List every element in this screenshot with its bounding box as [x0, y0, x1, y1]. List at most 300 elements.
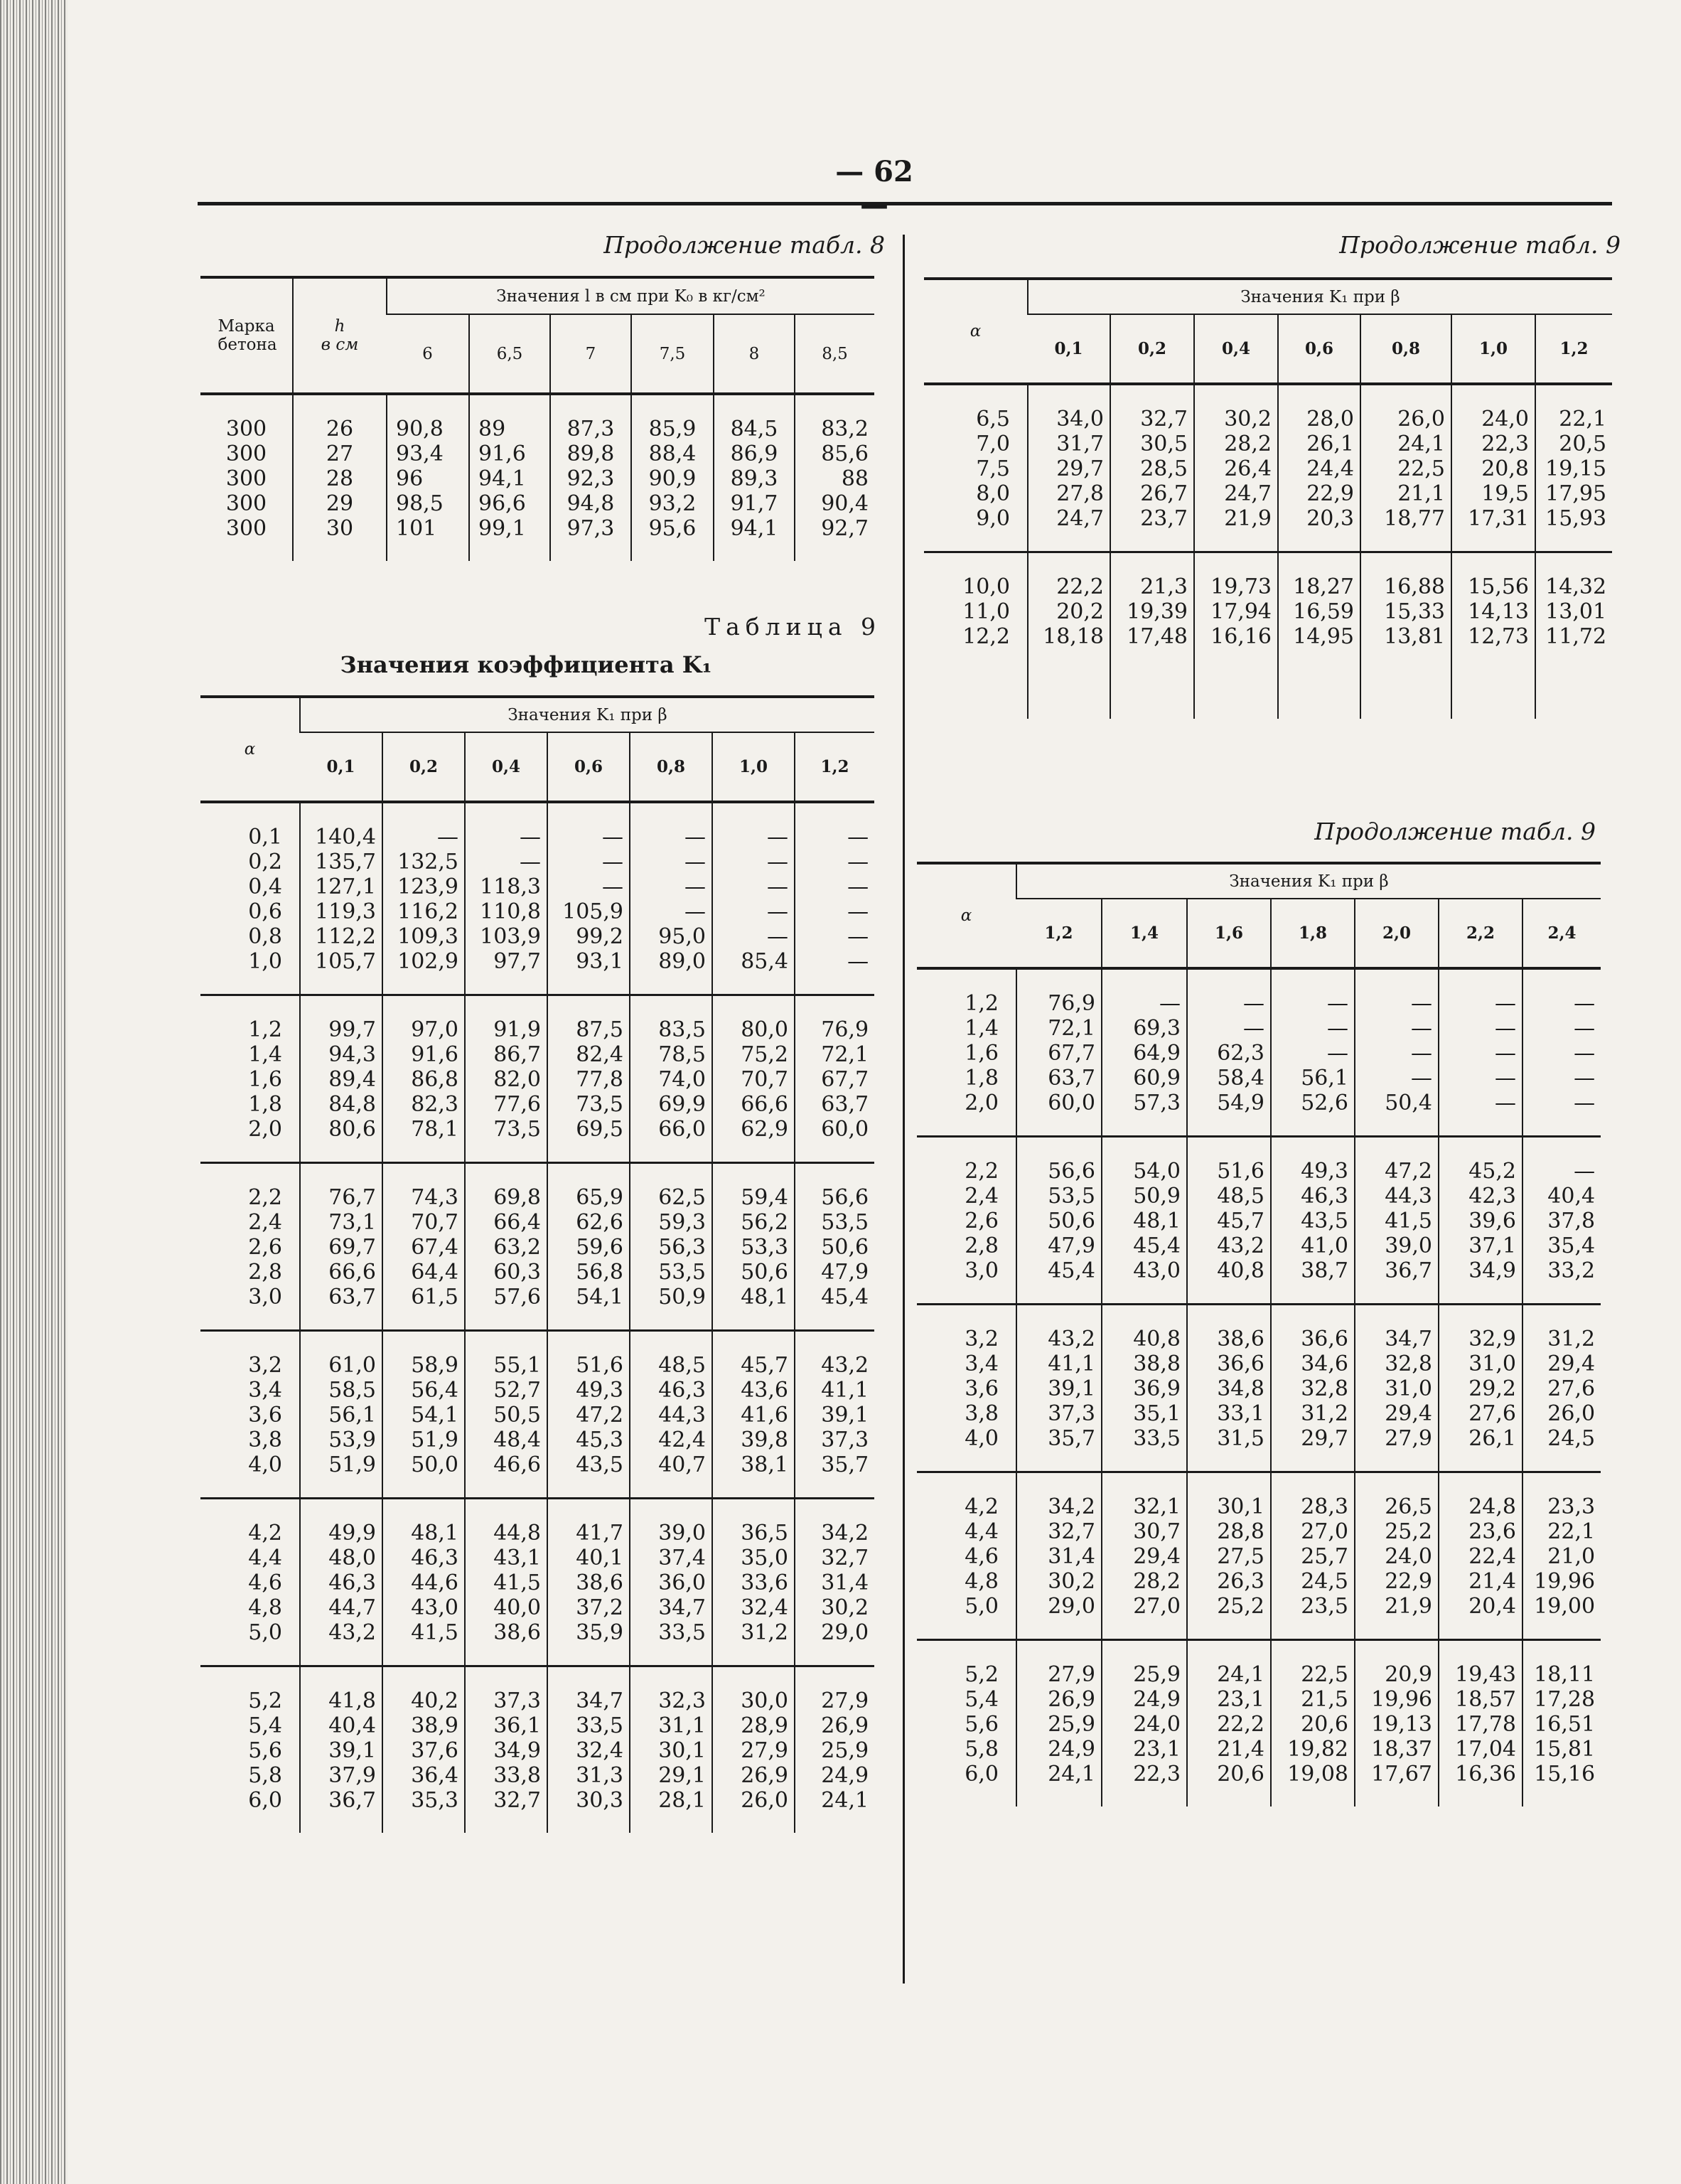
k1-value: — [767, 899, 788, 924]
k1-value: 43,6 [741, 1378, 788, 1403]
k1-value: 53,5 [658, 1260, 706, 1285]
k1-value: — [847, 874, 869, 899]
table8-grade-cell: 300 300 300 300 300 [225, 417, 267, 541]
k1-value: 82,0 [493, 1067, 541, 1092]
table9-cont-a-caption: Продолжение табл. 9 [1339, 231, 1621, 259]
k1-value: 67,7 [821, 1067, 869, 1092]
k1-value: 50,4 [1385, 1091, 1432, 1115]
k1-value-cell [382, 1499, 465, 1666]
k1-value: 66,6 [741, 1092, 788, 1117]
k1-value-cell [712, 1499, 795, 1666]
alpha-value: 2,6 [248, 1235, 282, 1260]
k1-value: 99,7 [328, 1017, 376, 1042]
k1-value-cell [1187, 1305, 1271, 1472]
alpha-value: 3,4 [248, 1378, 282, 1403]
k1-value: 36,0 [658, 1570, 706, 1595]
k1-value: 50,5 [493, 1403, 541, 1428]
k1-value: 56,2 [741, 1210, 788, 1235]
k1-value: 35,0 [741, 1546, 788, 1570]
spacer [1195, 649, 1277, 674]
k1-value-cell [1016, 1305, 1102, 1472]
k1-value-cell [1110, 552, 1194, 719]
k1-value: 33,1 [1217, 1401, 1264, 1426]
k1-value: 99,2 [576, 924, 623, 949]
k1-value: 53,5 [1048, 1184, 1095, 1209]
k1-value: 46,3 [1301, 1184, 1348, 1209]
beta-header: 2,4 [1522, 899, 1601, 968]
alpha-value: 1,4 [965, 1016, 999, 1041]
k1-value: 29,1 [658, 1763, 706, 1788]
k1-value: 31,2 [1547, 1327, 1596, 1351]
k1-value: 30,5 [1140, 432, 1188, 456]
k1-value: 23,7 [1140, 506, 1188, 531]
k1-value: 66,6 [328, 1260, 376, 1285]
spacer [1279, 649, 1360, 674]
k1-value: 41,5 [493, 1570, 541, 1595]
table8-k0-header: 8,5 [795, 314, 874, 394]
k1-value: 38,1 [741, 1452, 788, 1477]
k1-value-cell [630, 1331, 712, 1499]
alpha-value: 0,4 [248, 874, 282, 899]
k1-value-cell [1194, 552, 1278, 719]
k1-value-cell [382, 1163, 465, 1331]
k1-value: 24,4 [1306, 456, 1354, 481]
k1-value: 37,1 [1468, 1233, 1516, 1258]
k1-value: 73,5 [576, 1092, 623, 1117]
beta-header: 0,4 [1194, 314, 1278, 384]
spacer [1279, 674, 1360, 699]
k1-value: 116,2 [397, 899, 458, 924]
k1-value: 39,1 [821, 1403, 869, 1428]
k1-value: 51,6 [1217, 1159, 1264, 1184]
k1-value: 50,9 [658, 1285, 706, 1310]
k1-value: 77,8 [576, 1067, 623, 1092]
k1-value: 56,6 [821, 1185, 869, 1210]
k1-value: 32,7 [1048, 1519, 1095, 1544]
k1-value: 26,0 [1397, 407, 1445, 432]
k1-value: 57,3 [1133, 1091, 1181, 1115]
k1-value: 37,4 [658, 1546, 706, 1570]
k1-value: 35,7 [1048, 1426, 1095, 1451]
k1-value: 66,4 [493, 1210, 541, 1235]
k1-value: — [1243, 991, 1264, 1016]
k1-value: 27,9 [741, 1738, 788, 1763]
k1-value: 17,95 [1545, 481, 1607, 506]
k1-value: 27,0 [1133, 1594, 1181, 1619]
k1-value: 60,9 [1133, 1066, 1181, 1091]
k1-value: 74,0 [658, 1067, 706, 1092]
k1-value: 73,5 [493, 1117, 541, 1142]
k1-value: 46,3 [658, 1378, 706, 1403]
k1-value: 20,4 [1468, 1594, 1516, 1619]
k1-value: 16,36 [1455, 1762, 1516, 1787]
k1-value: 20,2 [1056, 599, 1104, 624]
alpha-cell [917, 1640, 1016, 1807]
k1-value: 76,7 [328, 1185, 376, 1210]
k1-value-cell [1439, 968, 1522, 1137]
alpha-value: 2,2 [248, 1185, 282, 1210]
k1-value: — [684, 825, 706, 850]
k1-value: 87,5 [576, 1017, 623, 1042]
k1-value: 38,7 [1301, 1258, 1348, 1283]
k1-value: 66,0 [658, 1117, 706, 1142]
k1-value: 22,3 [1481, 432, 1529, 456]
k1-value: 89,0 [658, 949, 706, 974]
k1-value: 21,9 [1224, 506, 1272, 531]
k1-value-cell [1187, 1640, 1271, 1807]
k1-value: — [767, 850, 788, 874]
k1-value: 109,3 [397, 924, 458, 949]
k1-value-cell [465, 1163, 547, 1331]
k1-value: 30,2 [1048, 1569, 1095, 1594]
table8-k0-header: 6,5 [469, 314, 550, 394]
k1-value: 60,3 [493, 1260, 541, 1285]
k1-value: — [684, 874, 706, 899]
alpha-cell [924, 552, 1028, 719]
k1-value-cell [1016, 1640, 1102, 1807]
alpha-value: 9,0 [976, 506, 1010, 531]
k1-value: 17,31 [1468, 506, 1529, 531]
k1-value: 41,6 [741, 1403, 788, 1428]
k1-value: 29,2 [1468, 1376, 1516, 1401]
k1-value: 37,6 [411, 1738, 458, 1763]
row-group [924, 384, 1612, 552]
k1-value: 62,6 [576, 1210, 623, 1235]
k1-value: 19,96 [1371, 1687, 1432, 1712]
k1-value: 28,1 [658, 1788, 706, 1813]
k1-value: 43,5 [1301, 1209, 1348, 1233]
k1-value: 29,0 [821, 1620, 869, 1645]
k1-value-cell [630, 802, 712, 995]
k1-value: 63,7 [1048, 1066, 1095, 1091]
k1-value-cell [630, 995, 712, 1163]
k1-value-cell [1522, 1137, 1601, 1305]
alpha-value: 0,6 [248, 899, 282, 924]
table9-cont-b [917, 862, 1601, 1806]
k1-value-cell [547, 1666, 630, 1834]
alpha-value: 1,8 [965, 1066, 999, 1091]
alpha-value: 4,0 [965, 1426, 999, 1451]
k1-value: 78,5 [658, 1042, 706, 1067]
k1-value: 61,5 [411, 1285, 458, 1310]
alpha-value: 3,4 [965, 1351, 999, 1376]
spacer [924, 674, 1027, 699]
k1-value: 36,1 [493, 1713, 541, 1738]
k1-value: 97,0 [411, 1017, 458, 1042]
k1-value: 24,1 [1397, 432, 1445, 456]
k1-value: 26,0 [741, 1788, 788, 1813]
k1-value: 32,4 [741, 1595, 788, 1620]
spacer [1111, 674, 1193, 699]
k1-value: 48,4 [493, 1428, 541, 1452]
k1-value: 27,9 [1385, 1426, 1432, 1451]
k1-value-cell [1355, 1305, 1439, 1472]
k1-value: — [602, 825, 623, 850]
k1-value: 31,4 [1048, 1544, 1095, 1569]
k1-value: 34,6 [1301, 1351, 1348, 1376]
k1-value: 44,3 [658, 1403, 706, 1428]
k1-value: 15,56 [1468, 574, 1529, 599]
k1-value: — [767, 825, 788, 850]
page-number: — 62 [835, 155, 913, 188]
k1-value: 47,9 [1048, 1233, 1095, 1258]
k1-value: 44,7 [328, 1595, 376, 1620]
k1-value: 33,5 [576, 1713, 623, 1738]
k1-value: 119,3 [315, 899, 376, 924]
k1-value: 26,0 [1547, 1401, 1596, 1426]
k1-value: 30,1 [658, 1738, 706, 1763]
k1-value: 22,1 [1559, 407, 1607, 432]
k1-value: 34,0 [1056, 407, 1104, 432]
table8-grade-header: Марка бетона [200, 277, 293, 394]
k1-value-cell [1271, 968, 1355, 1137]
k1-value: 67,7 [1048, 1041, 1095, 1066]
k1-value: 46,6 [493, 1452, 541, 1477]
k1-value: — [1327, 1041, 1348, 1066]
k1-value: — [847, 850, 869, 874]
k1-value: 34,2 [1048, 1494, 1095, 1519]
k1-value: — [520, 850, 541, 874]
k1-value-cell [630, 1666, 712, 1834]
alpha-value: 3,2 [965, 1327, 999, 1351]
row-group [200, 995, 874, 1163]
k1-value: 36,9 [1133, 1376, 1181, 1401]
row-group [917, 1305, 1601, 1472]
alpha-value: 4,8 [248, 1595, 282, 1620]
alpha-value: 5,4 [248, 1713, 282, 1738]
alpha-value: 4,6 [965, 1544, 999, 1569]
k1-value: 21,4 [1468, 1569, 1516, 1594]
k1-value-cell [1439, 1137, 1522, 1305]
alpha-value: 2,6 [965, 1209, 999, 1233]
k1-value: 27,9 [821, 1688, 869, 1713]
k1-value: — [1411, 991, 1432, 1016]
alpha-value: 3,6 [965, 1376, 999, 1401]
k1-value: 37,8 [1547, 1209, 1596, 1233]
k1-value: — [602, 850, 623, 874]
k1-value: 53,3 [741, 1235, 788, 1260]
k1-value-cell [300, 995, 382, 1163]
k1-value: 67,4 [411, 1235, 458, 1260]
alpha-value: 5,2 [965, 1662, 999, 1687]
k1-value: 44,6 [411, 1570, 458, 1595]
k1-value: 41,7 [576, 1521, 623, 1546]
table8-k0-header: 7,5 [631, 314, 714, 394]
k1-value: 75,2 [741, 1042, 788, 1067]
k1-value: 19,13 [1371, 1712, 1432, 1737]
k1-value: 31,7 [1056, 432, 1104, 456]
k1-value: 53,9 [328, 1428, 376, 1452]
k1-value: 54,9 [1217, 1091, 1264, 1115]
beta-header: 0,8 [630, 732, 712, 802]
alpha-value: 3,8 [965, 1401, 999, 1426]
alpha-cell [200, 995, 300, 1163]
k1-value: 50,0 [411, 1452, 458, 1477]
spacer [1361, 649, 1451, 674]
k1-value: 18,57 [1455, 1687, 1516, 1712]
k1-value: 35,3 [411, 1788, 458, 1813]
k1-value-cell [300, 802, 382, 995]
k1-value: 24,1 [1048, 1762, 1095, 1787]
k1-value: 26,9 [741, 1763, 788, 1788]
k1-value: 36,6 [1217, 1351, 1264, 1376]
k1-value-cell [1451, 384, 1535, 552]
alpha-value: 5,4 [965, 1687, 999, 1712]
k1-value-cell [630, 1499, 712, 1666]
k1-value: 27,6 [1547, 1376, 1596, 1401]
k1-value: 50,9 [1133, 1184, 1181, 1209]
k1-value: 31,1 [658, 1713, 706, 1738]
k1-value: 24,9 [1133, 1687, 1181, 1712]
k1-value: 56,1 [328, 1403, 376, 1428]
k1-value: 28,8 [1217, 1519, 1264, 1544]
k1-value: 26,1 [1306, 432, 1354, 456]
k1-value: 38,6 [576, 1570, 623, 1595]
k1-value: 25,2 [1217, 1594, 1264, 1619]
k1-value: 24,0 [1385, 1544, 1432, 1569]
k1-value: — [437, 825, 458, 850]
alpha-value: 1,4 [248, 1042, 282, 1067]
k1-value: 95,0 [658, 924, 706, 949]
k1-value: 39,1 [1048, 1376, 1095, 1401]
alpha-value: 6,5 [976, 407, 1010, 432]
k1-value-cell [1278, 552, 1360, 719]
alpha-value: 1,6 [248, 1067, 282, 1092]
k1-value: 41,1 [821, 1378, 869, 1403]
k1-value: 31,2 [1301, 1401, 1348, 1426]
k1-value: 22,5 [1397, 456, 1445, 481]
k1-value: 56,6 [1048, 1159, 1095, 1184]
k1-value-cell [382, 995, 465, 1163]
k1-value: 45,7 [741, 1353, 788, 1378]
k1-value: 30,7 [1133, 1519, 1181, 1544]
k1-value: 56,3 [658, 1235, 706, 1260]
k1-value: 40,0 [493, 1595, 541, 1620]
alpha-value: 1,6 [965, 1041, 999, 1066]
k1-value: 110,8 [480, 899, 541, 924]
k1-value: 32,7 [1140, 407, 1188, 432]
row-group [200, 802, 874, 995]
row-group [917, 1640, 1601, 1807]
table8 [200, 276, 874, 561]
row-group [200, 1163, 874, 1331]
alpha-value: 5,6 [248, 1738, 282, 1763]
k1-value: 41,0 [1301, 1233, 1348, 1258]
k1-value: — [1574, 1066, 1596, 1091]
k1-value-cell [1187, 1137, 1271, 1305]
k1-value: 61,0 [328, 1353, 376, 1378]
k1-value-cell [1187, 968, 1271, 1137]
k1-value: 51,9 [328, 1452, 376, 1477]
k1-value: 27,0 [1301, 1519, 1348, 1544]
alpha-value: 4,6 [248, 1570, 282, 1595]
k1-value: 23,1 [1217, 1687, 1264, 1712]
k1-value-cell [1439, 1640, 1522, 1807]
row-group [917, 1472, 1601, 1640]
k1-value: 26,3 [1217, 1569, 1264, 1594]
k1-value: 33,5 [1133, 1426, 1181, 1451]
alpha-value: 0,2 [248, 850, 282, 874]
beta-header: 1,2 [1044, 924, 1073, 943]
k1-value: 40,8 [1217, 1258, 1264, 1283]
alpha-value: 1,0 [248, 949, 282, 974]
k1-value: 46,3 [328, 1570, 376, 1595]
k1-value: 13,01 [1545, 599, 1607, 624]
k1-value-cell [1102, 968, 1187, 1137]
k1-value: — [1495, 1091, 1516, 1115]
k1-value: 40,4 [1547, 1184, 1596, 1209]
beta-header: 1,2 [1535, 314, 1612, 384]
k1-value-cell [465, 1666, 547, 1834]
alpha-header: α [924, 279, 1028, 384]
k1-value: 21,9 [1385, 1594, 1432, 1619]
k1-value-cell [1355, 1472, 1439, 1640]
k1-value: 23,6 [1468, 1519, 1516, 1544]
k1-value: 43,5 [576, 1452, 623, 1477]
k1-value: — [1495, 1016, 1516, 1041]
k1-value: 19,39 [1127, 599, 1188, 624]
k1-value: 59,3 [658, 1210, 706, 1235]
k1-value-cell [1102, 1305, 1187, 1472]
k1-value: 24,1 [1217, 1662, 1264, 1687]
k1-value: 26,1 [1468, 1426, 1516, 1451]
k1-value: 43,2 [1048, 1327, 1095, 1351]
k1-value: 36,7 [1385, 1258, 1432, 1283]
k1-value: 63,7 [821, 1092, 869, 1117]
k1-value: 20,6 [1301, 1712, 1348, 1737]
k1-value: 27,8 [1056, 481, 1104, 506]
alpha-value: 8,0 [976, 481, 1010, 506]
row-group [200, 1499, 874, 1666]
k1-value: 34,8 [1217, 1376, 1264, 1401]
spacer [1029, 674, 1110, 699]
k1-value: 48,0 [328, 1546, 376, 1570]
k1-value: 76,9 [821, 1017, 869, 1042]
beta-header: 0,6 [1278, 314, 1360, 384]
beta-group-header: Значения K₁ при β [1028, 279, 1612, 314]
k1-value: 51,6 [576, 1353, 623, 1378]
alpha-value: 2,8 [248, 1260, 282, 1285]
alpha-value: 11,0 [962, 599, 1010, 624]
k1-value-cell [1016, 968, 1102, 1137]
k1-value: 43,0 [411, 1595, 458, 1620]
k1-value: 20,6 [1217, 1762, 1264, 1787]
table8-h-cell: 26 27 28 29 30 [293, 394, 387, 561]
k1-value: 24,0 [1133, 1712, 1181, 1737]
k1-value: 21,4 [1217, 1737, 1264, 1762]
k1-value: 58,4 [1217, 1066, 1264, 1091]
alpha-cell [924, 384, 1028, 552]
k1-value-cell [1028, 384, 1110, 552]
k1-value: 40,2 [411, 1688, 458, 1713]
k1-value: 38,6 [1217, 1327, 1264, 1351]
alpha-cell [200, 1163, 300, 1331]
k1-value: 94,3 [328, 1042, 376, 1067]
k1-value: 31,0 [1385, 1376, 1432, 1401]
k1-value: 24,1 [821, 1788, 869, 1813]
k1-value: 17,94 [1210, 599, 1272, 624]
k1-value-cell [465, 1499, 547, 1666]
k1-value: 48,1 [411, 1521, 458, 1546]
k1-value: 91,9 [493, 1017, 541, 1042]
k1-value: — [1327, 1016, 1348, 1041]
alpha-value: 6,0 [248, 1788, 282, 1813]
k1-value: 14,13 [1468, 599, 1529, 624]
k1-value: 15,33 [1384, 599, 1445, 624]
k1-value: 49,3 [1301, 1159, 1348, 1184]
alpha-cell [917, 1472, 1016, 1640]
k1-value: 58,5 [328, 1378, 376, 1403]
